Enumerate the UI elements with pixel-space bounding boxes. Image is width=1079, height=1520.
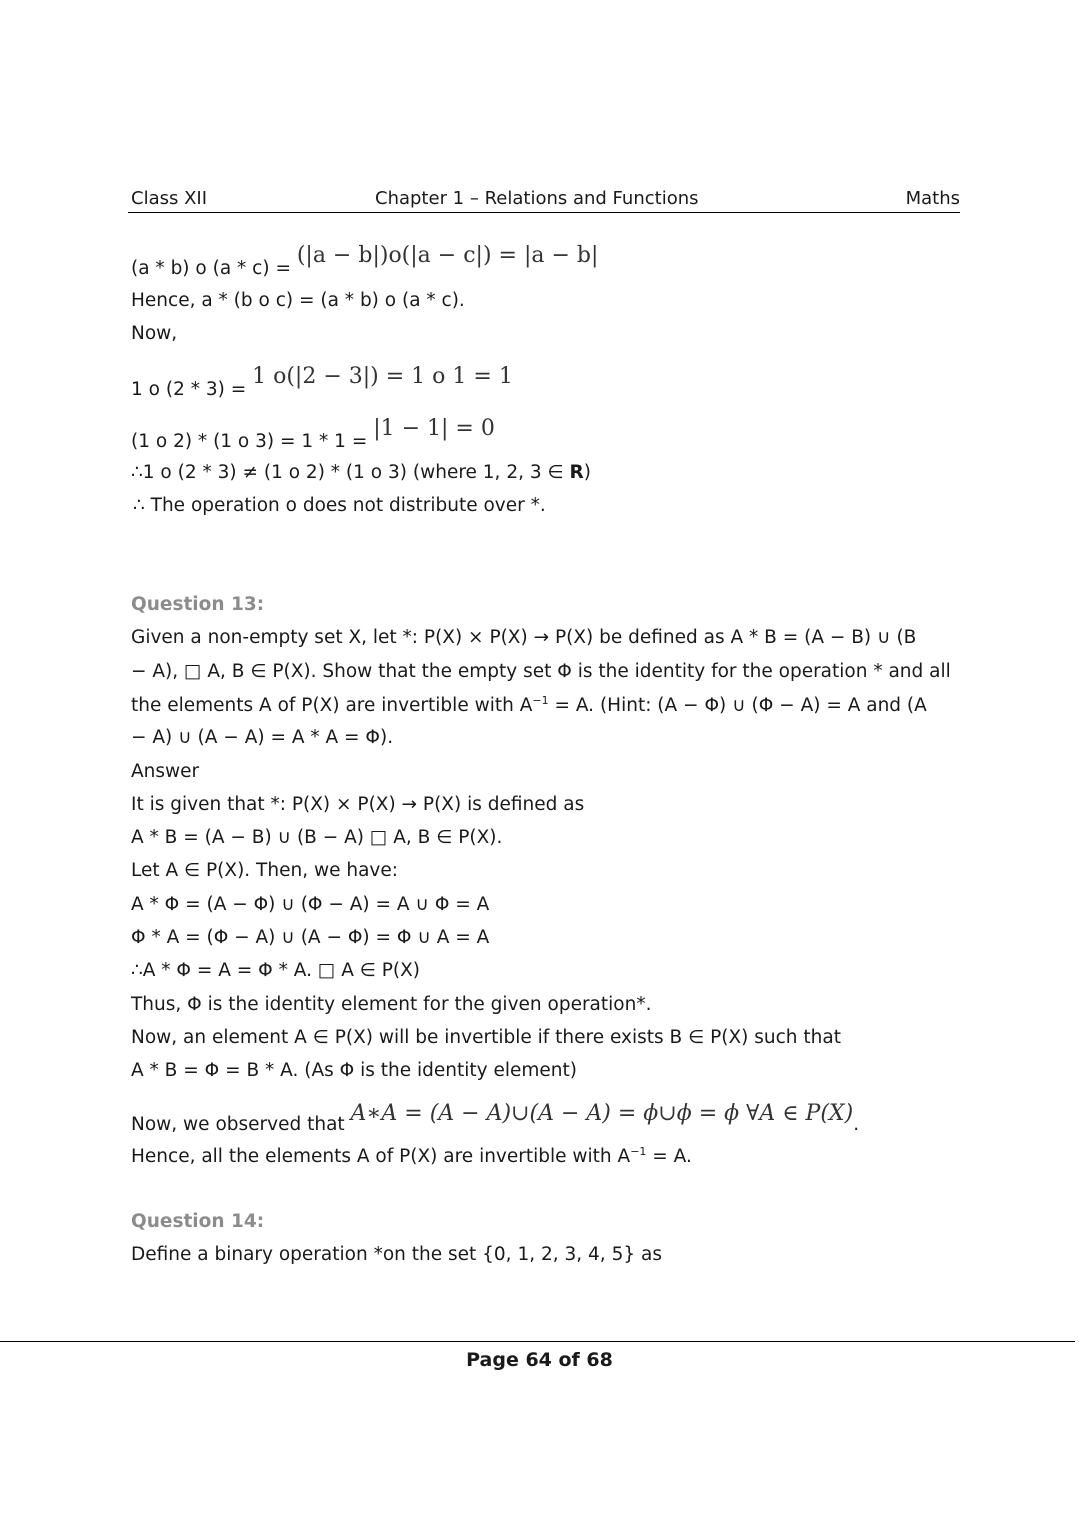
text-line: Now,	[131, 323, 178, 344]
text-line: It is given that *: P(X) × P(X) → P(X) is defined as	[131, 794, 585, 815]
text-line: Hence, a * (b o c) = (a * b) o (a * c).	[131, 290, 465, 311]
equation-line: (a * b) o (a * c) = (|a − b|)o(|a − c|) = |a − b|	[131, 243, 599, 279]
equation-line: 1 o (2 * 3) = 1 o(|2 − 3|) = 1 o 1 = 1	[131, 364, 513, 400]
text-line: ∴1 o (2 * 3) ≠ (1 o 2) * (1 o 3) (where 1, 2, 3 ∈ R)	[131, 462, 591, 483]
page-number: Page 64 of 68	[466, 1349, 613, 1371]
text-line: Given a non-empty set X, let *: P(X) × P(X) → P(X) be defined as A * B = (A − B) ∪ (B	[131, 627, 917, 648]
header-class: Class XII	[131, 188, 208, 209]
text-line: Hence, all the elements A of P(X) are invertible with $A^{-1} = A$.	[131, 1145, 692, 1167]
text-line: Φ * A = (Φ − A) ∪ (A − Φ) = Φ ∪ A = A	[131, 927, 490, 948]
answer-label: Answer	[131, 761, 200, 782]
text-line: Thus, Φ is the identity element for the given operation*.	[131, 994, 652, 1015]
equation-line: Now, we observed that A∗A = (A − A)∪(A − A) = ϕ∪ϕ = ϕ ∀A ∈ P(X).	[131, 1101, 860, 1135]
text-line: Let A ∈ P(X). Then, we have:	[131, 860, 398, 881]
text-line: A * Φ = (A − Φ) ∪ (Φ − A) = A ∪ Φ = A	[131, 894, 490, 915]
text-line: − A), □ A, B ∈ P(X). Show that the empty set Φ is the identity for the operation * and all	[131, 661, 951, 682]
header-chapter: Chapter 1 – Relations and Functions	[375, 188, 699, 209]
question-13-title: Question 13:	[131, 594, 265, 615]
text-line: Define a binary operation *on the set {0, 1, 2, 3, 4, 5} as	[131, 1244, 662, 1265]
header-divider	[128, 212, 960, 213]
text-line: the elements A of P(X) are invertible with $A^{-1} = A$. (Hint: (A − Φ) ∪ (Φ − A) = A and (A	[131, 694, 927, 716]
text-line: A * B = (A − B) ∪ (B − A) □ A, B ∈ P(X).	[131, 827, 503, 848]
header-subject: Maths	[905, 188, 960, 209]
text-line: Now, an element A ∈ P(X) will be invertible if there exists B ∈ P(X) such that	[131, 1027, 841, 1048]
text-line: ∴ The operation o does not distribute over *.	[133, 495, 546, 516]
footer-divider	[0, 1341, 1075, 1342]
question-14-title: Question 14:	[131, 1211, 265, 1232]
text-line: A * B = Φ = B * A. (As Φ is the identity element)	[131, 1060, 577, 1081]
equation-line: (1 o 2) * (1 o 3) = 1 * 1 = |1 − 1| = 0	[131, 416, 495, 452]
text-line: − A) ∪ (A − A) = A * A = Φ).	[131, 727, 394, 748]
text-line: ∴A * Φ = A = Φ * A. □ A ∈ P(X)	[131, 960, 420, 981]
